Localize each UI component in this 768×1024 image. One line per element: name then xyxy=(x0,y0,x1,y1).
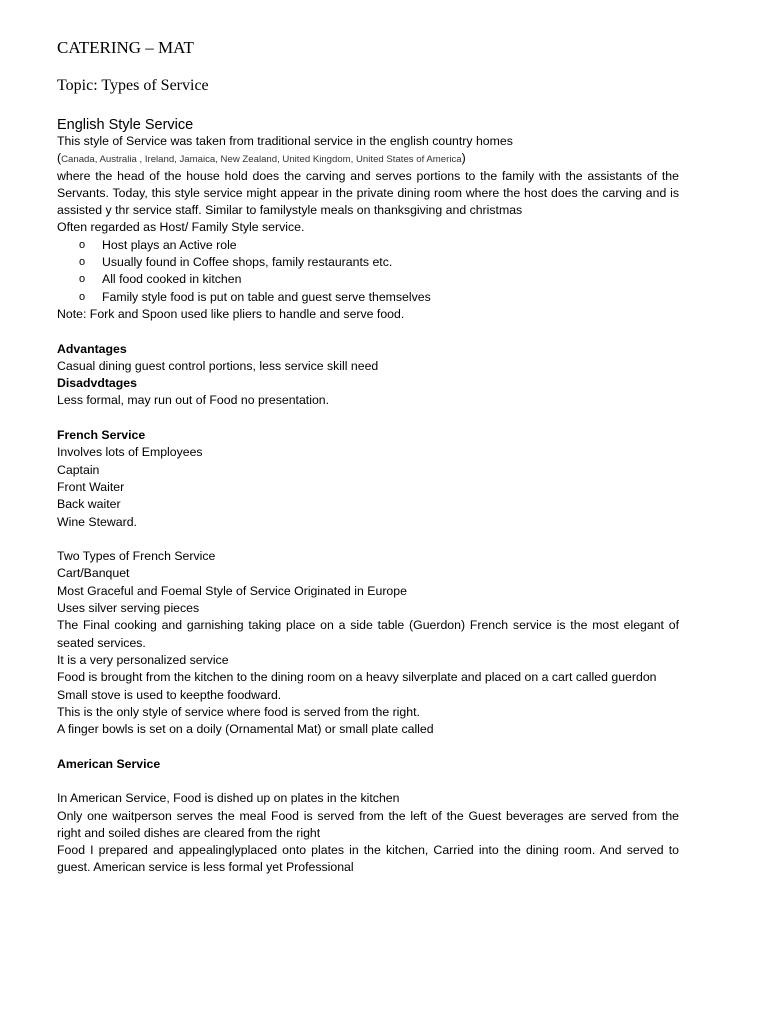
bullet-text: Host plays an Active role xyxy=(102,237,237,252)
spacer xyxy=(57,410,679,427)
two-types-line: Two Types of French Service xyxy=(57,549,216,564)
french-line: Wine Steward. xyxy=(57,514,137,529)
graceful-line: Most Graceful and Foemal Style of Service Originated in Europe xyxy=(57,583,407,598)
bullet-text: Family style food is put on table and guest serve themselves xyxy=(102,289,431,304)
french-line: Back waiter xyxy=(57,497,121,512)
document-title: CATERING – MAT xyxy=(57,38,194,57)
countries-close-paren: ) xyxy=(461,151,466,166)
bullet-icon: o xyxy=(79,238,86,251)
small-stove-line: Small stove is used to keepthe foodward. xyxy=(57,687,282,702)
topic-heading: Topic: Types of Service xyxy=(57,77,209,94)
spacer xyxy=(57,738,679,755)
bullet-list xyxy=(57,237,679,306)
cart-banquet-line: Cart/Banquet xyxy=(57,566,130,581)
countries-list: Canada, Australia , Ireland, Jamaica, New Zealand, United Kingdom, United States of America xyxy=(61,154,462,166)
personalized-line: It is a very personalized service xyxy=(57,652,229,667)
french-service-label: French Service xyxy=(57,428,146,443)
list-item xyxy=(57,289,679,306)
bullet-icon: o xyxy=(79,290,86,303)
food-brought-paragraph: Food is brought from the kitchen to the dining room on a heavy silverplate and placed on a cart called guerdon xyxy=(57,670,657,685)
french-line: Front Waiter xyxy=(57,479,125,494)
bullet-icon: o xyxy=(79,256,86,269)
american-line: In American Service, Food is dished up on plates in the kitchen xyxy=(57,791,400,806)
countries-line xyxy=(57,150,679,167)
countries-open-paren: ( xyxy=(57,151,62,166)
american-paragraph: Only one waitperson serves the meal Food is served from the left of the Guest beverages are served from the right and soiled dishes are cleared from the right xyxy=(57,808,679,840)
spacer xyxy=(57,773,679,790)
spacer xyxy=(57,531,679,548)
only-style-line: This is the only style of service where food is served from the right. xyxy=(57,704,420,719)
silver-line: Uses silver serving pieces xyxy=(57,601,200,616)
advantages-text: Casual dining guest control portions, less service skill need xyxy=(57,358,379,373)
english-intro: This style of Service was taken from traditional service in the english country homes xyxy=(57,134,513,148)
list-item xyxy=(57,271,679,288)
english-paragraph: where the head of the house hold does the carving and serves portions to the family with the assistants of the Servants. Today, this style service might appear in the private dining room where the host does the carving and is assisted y thr service staff. Similar to familystyle meals on thanksgiving and christmas xyxy=(57,168,679,218)
note-line: Note: Fork and Spoon used like pliers to handle and serve food. xyxy=(57,306,405,321)
bullet-text: Usually found in Coffee shops, family restaurants etc. xyxy=(102,255,393,270)
disadvantages-label: Disadvdtages xyxy=(57,376,137,391)
list-item xyxy=(57,237,679,254)
finger-bowls-line: A finger bowls is set on a doily (Ornamental Mat) or small plate called xyxy=(57,722,434,737)
list-item xyxy=(57,254,679,271)
disadvantages-text: Less formal, may run out of Food no presentation. xyxy=(57,393,330,408)
american-paragraph: Food I prepared and appealinglyplaced onto plates in the kitchen, Carried into the dining room. And served to guest. American service is less formal yet Professional xyxy=(57,843,679,875)
american-service-label: American Service xyxy=(57,756,161,771)
bullet-icon: o xyxy=(79,273,86,286)
document-body xyxy=(57,133,679,877)
advantages-label: Advantages xyxy=(57,341,127,356)
english-service-heading: English Style Service xyxy=(57,117,194,133)
spacer xyxy=(57,323,679,340)
bullet-text: All food cooked in kitchen xyxy=(102,272,242,287)
often-regarded: Often regarded as Host/ Family Style service. xyxy=(57,220,305,235)
french-line: Captain xyxy=(57,462,100,477)
french-line: Involves lots of Employees xyxy=(57,445,203,460)
final-cooking-paragraph: The Final cooking and garnishing taking place on a side table (Guerdon) French service is the most elegant of seated services. xyxy=(57,618,679,650)
